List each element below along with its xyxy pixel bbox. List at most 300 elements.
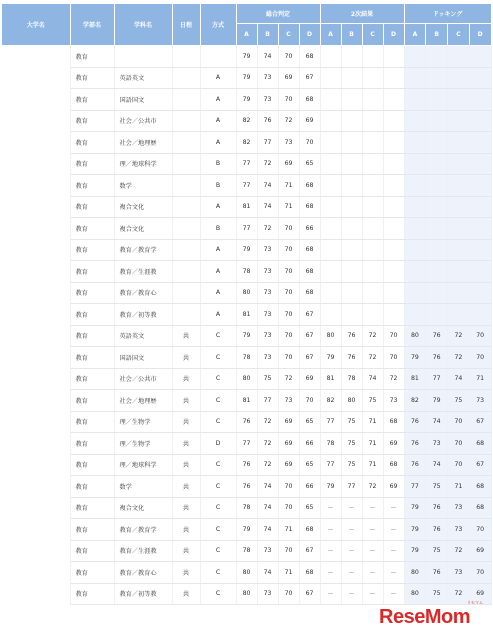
second-score-cell: 71 [362,411,383,433]
table-row [2,175,491,197]
faculty-cell: 教育 [70,218,114,240]
second-score-cell [383,110,404,132]
second-score-cell: 74 [362,368,383,390]
header-method: 方式 [200,4,236,46]
second-score-cell [362,261,383,283]
second-score-cell: 78 [320,433,341,455]
second-score-cell [383,67,404,89]
total-score-cell: 76 [236,454,257,476]
table-row [2,433,491,455]
docking-score-cell: 73 [448,519,470,541]
docking-score-cell [426,304,448,326]
method-cell: A [200,110,236,132]
docking-score-cell: 72 [448,540,470,562]
total-score-cell: 80 [236,562,257,584]
docking-score-cell: 69 [469,540,491,562]
total-score-cell: 72 [257,218,278,240]
method-cell: B [200,153,236,175]
docking-score-cell: 74 [448,368,470,390]
header-grade-second-1: B [341,24,362,46]
department-cell: 教育／生涯教 [114,261,172,283]
department-cell: 複合文化 [114,218,172,240]
second-score-cell: － [320,583,341,605]
total-score-cell: 65 [299,153,320,175]
table-row [2,282,491,304]
second-score-cell [341,67,362,89]
docking-score-cell [426,89,448,111]
table-row [2,67,491,89]
total-score-cell: 72 [257,411,278,433]
docking-score-cell [448,175,470,197]
second-score-cell: 71 [362,454,383,476]
docking-score-cell: 79 [404,497,426,519]
second-score-cell [320,304,341,326]
docking-score-cell: 81 [404,368,426,390]
total-score-cell: 69 [278,67,299,89]
total-score-cell: 70 [278,497,299,519]
docking-score-cell [404,46,426,68]
total-score-cell: 82 [236,110,257,132]
header-group-total: 総合判定 [236,4,320,24]
header-grade-total-0: A [236,24,257,46]
faculty-cell: 教育 [70,239,114,261]
docking-score-cell: 77 [426,368,448,390]
docking-score-cell [448,89,470,111]
faculty-cell: 教育 [70,67,114,89]
second-score-cell [383,239,404,261]
second-score-cell: 77 [320,454,341,476]
docking-score-cell: 82 [404,390,426,412]
table-body [2,46,491,605]
docking-score-cell: 69 [469,583,491,605]
total-score-cell: 73 [278,390,299,412]
docking-score-cell [469,153,491,175]
second-score-cell: － [362,519,383,541]
second-score-cell: 78 [341,368,362,390]
schedule-cell: 共 [172,497,200,519]
docking-score-cell: 77 [404,476,426,498]
total-score-cell: 72 [278,110,299,132]
total-score-cell: 79 [236,46,257,68]
header-grade-total-3: D [299,24,320,46]
total-score-cell: 70 [278,89,299,111]
docking-score-cell: 71 [469,368,491,390]
total-score-cell: 74 [257,175,278,197]
department-cell: 教育／初等教 [114,304,172,326]
second-score-cell: － [320,540,341,562]
total-score-cell: 80 [236,282,257,304]
header-grade-second-3: D [383,24,404,46]
schedule-cell [172,196,200,218]
total-score-cell: 70 [299,390,320,412]
second-score-cell: 68 [383,454,404,476]
header-department: 学科名 [114,4,172,46]
total-score-cell: 74 [257,562,278,584]
total-score-cell: 68 [299,46,320,68]
docking-score-cell: 67 [469,411,491,433]
docking-score-cell [426,46,448,68]
total-score-cell: 70 [278,347,299,369]
total-score-cell: 72 [257,153,278,175]
second-score-cell [320,153,341,175]
method-cell [200,46,236,68]
header-grade-docking-1: B [426,24,448,46]
method-cell: A [200,261,236,283]
total-score-cell: 72 [257,454,278,476]
total-score-cell: 70 [278,282,299,304]
second-score-cell: 75 [341,411,362,433]
docking-score-cell: 70 [469,562,491,584]
schedule-cell: 共 [172,411,200,433]
total-score-cell: 66 [299,218,320,240]
docking-score-cell [426,67,448,89]
docking-score-cell [404,132,426,154]
department-cell: 国語国文 [114,89,172,111]
second-score-cell [383,261,404,283]
header-faculty: 学部名 [70,4,114,46]
total-score-cell: 67 [299,304,320,326]
second-score-cell [362,196,383,218]
method-cell: A [200,67,236,89]
table-row [2,89,491,111]
method-cell: C [200,497,236,519]
total-score-cell: 74 [257,196,278,218]
second-score-cell: 81 [320,368,341,390]
second-score-cell [341,110,362,132]
docking-score-cell: 70 [448,454,470,476]
method-cell: A [200,196,236,218]
department-cell: 教育／生涯教 [114,540,172,562]
docking-score-cell [469,67,491,89]
header-grade-second-2: C [362,24,383,46]
total-score-cell: 68 [299,239,320,261]
table-row [2,562,491,584]
table-row [2,411,491,433]
docking-score-cell [469,261,491,283]
schedule-cell [172,46,200,68]
second-score-cell [362,304,383,326]
table-row [2,476,491,498]
total-score-cell: 73 [257,67,278,89]
total-score-cell: 81 [236,196,257,218]
total-score-cell: 68 [299,89,320,111]
total-score-cell: 73 [257,282,278,304]
second-score-cell: 79 [320,476,341,498]
method-cell: C [200,368,236,390]
method-cell: A [200,89,236,111]
department-cell: 教育／教育心 [114,562,172,584]
method-cell: A [200,304,236,326]
docking-score-cell: 79 [426,390,448,412]
total-score-cell: 79 [236,239,257,261]
docking-score-cell: 75 [426,476,448,498]
total-score-cell: 72 [278,368,299,390]
docking-score-cell: 80 [404,562,426,584]
department-cell: 数学 [114,476,172,498]
docking-score-cell [469,132,491,154]
second-score-cell: － [341,497,362,519]
second-score-cell [341,261,362,283]
second-score-cell: － [383,583,404,605]
method-cell: C [200,325,236,347]
faculty-cell: 教育 [70,304,114,326]
schedule-cell: 共 [172,583,200,605]
total-score-cell: 70 [278,304,299,326]
schedule-cell: 共 [172,347,200,369]
second-score-cell: － [383,497,404,519]
second-score-cell: 72 [383,368,404,390]
total-score-cell: 73 [278,132,299,154]
second-score-cell: 76 [341,347,362,369]
header-group-second: 2次結果 [320,4,404,24]
total-score-cell: 73 [257,261,278,283]
total-score-cell: 68 [299,519,320,541]
docking-score-cell: 76 [426,325,448,347]
docking-score-cell: 74 [426,411,448,433]
total-score-cell: 76 [236,411,257,433]
second-score-cell [383,153,404,175]
department-cell: 社会／地理歴 [114,132,172,154]
total-score-cell: 73 [257,583,278,605]
total-score-cell: 70 [299,132,320,154]
total-score-cell: 65 [299,497,320,519]
docking-score-cell [426,153,448,175]
total-score-cell: 73 [257,347,278,369]
total-score-cell: 77 [236,218,257,240]
schedule-cell: 共 [172,390,200,412]
total-score-cell: 68 [299,261,320,283]
total-score-cell: 81 [236,304,257,326]
second-score-cell [341,132,362,154]
total-score-cell: 70 [278,46,299,68]
method-cell: B [200,218,236,240]
total-score-cell: 70 [278,261,299,283]
schedule-cell [172,282,200,304]
total-score-cell: 65 [299,411,320,433]
second-score-cell [383,196,404,218]
schedule-cell: 共 [172,368,200,390]
docking-score-cell: 76 [426,497,448,519]
second-score-cell: 75 [362,390,383,412]
docking-score-cell [448,67,470,89]
docking-score-cell [404,261,426,283]
docking-score-cell [404,153,426,175]
docking-score-cell [469,46,491,68]
total-score-cell: 70 [278,218,299,240]
university-cell [2,46,70,605]
second-score-cell: 70 [383,325,404,347]
second-score-cell: 75 [341,433,362,455]
total-score-cell: 69 [278,454,299,476]
second-score-cell [362,110,383,132]
second-score-cell: － [341,519,362,541]
total-score-cell: 68 [299,196,320,218]
total-score-cell: 71 [278,196,299,218]
faculty-cell: 教育 [70,583,114,605]
second-score-cell: 71 [362,433,383,455]
total-score-cell: 70 [278,540,299,562]
docking-score-cell: 71 [448,476,470,498]
docking-score-cell: 79 [404,347,426,369]
second-score-cell: 73 [383,390,404,412]
total-score-cell: 78 [236,540,257,562]
faculty-cell: 教育 [70,261,114,283]
total-score-cell: 78 [236,497,257,519]
docking-score-cell: 72 [448,347,470,369]
score-table [2,4,492,605]
second-score-cell [341,239,362,261]
docking-score-cell [448,46,470,68]
total-score-cell: 77 [236,433,257,455]
faculty-cell: 教育 [70,89,114,111]
docking-score-cell [469,282,491,304]
second-score-cell [320,132,341,154]
docking-score-cell: 72 [448,325,470,347]
schedule-cell [172,261,200,283]
total-score-cell: 73 [257,325,278,347]
total-score-cell: 71 [278,562,299,584]
method-cell: C [200,519,236,541]
total-score-cell: 68 [299,562,320,584]
docking-score-cell: 68 [469,497,491,519]
docking-score-cell: 76 [404,411,426,433]
docking-score-cell: 70 [448,411,470,433]
method-cell: C [200,454,236,476]
docking-score-cell [426,218,448,240]
faculty-cell: 教育 [70,110,114,132]
total-score-cell: 70 [278,476,299,498]
docking-score-cell [404,196,426,218]
total-score-cell: 73 [257,89,278,111]
table-row [2,218,491,240]
table-row [2,390,491,412]
faculty-cell: 教育 [70,433,114,455]
department-cell: 数学 [114,175,172,197]
docking-score-cell [448,239,470,261]
total-score-cell: 79 [236,67,257,89]
department-cell: 理／生物学 [114,433,172,455]
total-score-cell: 69 [278,411,299,433]
schedule-cell [172,218,200,240]
second-score-cell: 77 [341,476,362,498]
method-cell: C [200,583,236,605]
total-score-cell: 71 [278,519,299,541]
total-score-cell: 73 [257,239,278,261]
header-grade-total-2: C [278,24,299,46]
department-cell: 国語国文 [114,347,172,369]
docking-score-cell [426,239,448,261]
schedule-cell [172,110,200,132]
docking-score-cell [426,175,448,197]
second-score-cell [362,67,383,89]
header-grade-docking-2: C [448,24,470,46]
table-row [2,368,491,390]
docking-score-cell: 73 [448,562,470,584]
docking-score-cell: 68 [469,433,491,455]
total-score-cell: 67 [299,540,320,562]
schedule-cell [172,175,200,197]
faculty-cell: 教育 [70,540,114,562]
second-score-cell [320,282,341,304]
total-score-cell: 65 [299,454,320,476]
total-score-cell: 67 [299,67,320,89]
total-score-cell: 77 [257,390,278,412]
docking-score-cell: 75 [448,390,470,412]
table-row [2,239,491,261]
logo-text: ReseMom [379,606,470,628]
header-grade-docking-0: A [404,24,426,46]
docking-score-cell: 72 [448,583,470,605]
second-score-cell [320,239,341,261]
table-row [2,132,491,154]
schedule-cell: 共 [172,454,200,476]
second-score-cell [383,304,404,326]
second-score-cell: － [362,497,383,519]
total-score-cell: 80 [236,368,257,390]
second-score-cell [383,89,404,111]
second-score-cell [362,153,383,175]
total-score-cell: 80 [236,583,257,605]
faculty-cell: 教育 [70,282,114,304]
schedule-cell [172,304,200,326]
second-score-cell: － [320,519,341,541]
second-score-cell: － [362,583,383,605]
docking-score-cell: 74 [426,454,448,476]
second-score-cell: 80 [320,325,341,347]
table-row [2,196,491,218]
table-row [2,497,491,519]
table-row [2,304,491,326]
second-score-cell [320,218,341,240]
faculty-cell: 教育 [70,562,114,584]
second-score-cell [341,175,362,197]
faculty-cell: 教育 [70,411,114,433]
total-score-cell: 69 [278,433,299,455]
method-cell: C [200,476,236,498]
method-cell: C [200,562,236,584]
department-cell: 複合文化 [114,497,172,519]
table-row [2,454,491,476]
method-cell: A [200,282,236,304]
second-score-cell [383,175,404,197]
faculty-cell: 教育 [70,519,114,541]
docking-score-cell [448,132,470,154]
department-cell: 教育／教育学 [114,239,172,261]
docking-score-cell [469,175,491,197]
method-cell: C [200,540,236,562]
second-score-cell: － [383,519,404,541]
total-score-cell: 67 [299,347,320,369]
faculty-cell: 教育 [70,476,114,498]
department-cell: 理／地球科学 [114,153,172,175]
header-grade-second-0: A [320,24,341,46]
second-score-cell [362,218,383,240]
faculty-cell: 教育 [70,153,114,175]
docking-score-cell: 73 [426,433,448,455]
second-score-cell: 69 [383,433,404,455]
total-score-cell: 79 [236,519,257,541]
second-score-cell [341,196,362,218]
schedule-cell [172,89,200,111]
total-score-cell: 73 [257,304,278,326]
docking-score-cell [426,261,448,283]
docking-score-cell: 76 [426,562,448,584]
table-row [2,110,491,132]
second-score-cell: － [341,583,362,605]
second-score-cell: 82 [320,390,341,412]
second-score-cell: 72 [362,476,383,498]
total-score-cell: 75 [257,368,278,390]
